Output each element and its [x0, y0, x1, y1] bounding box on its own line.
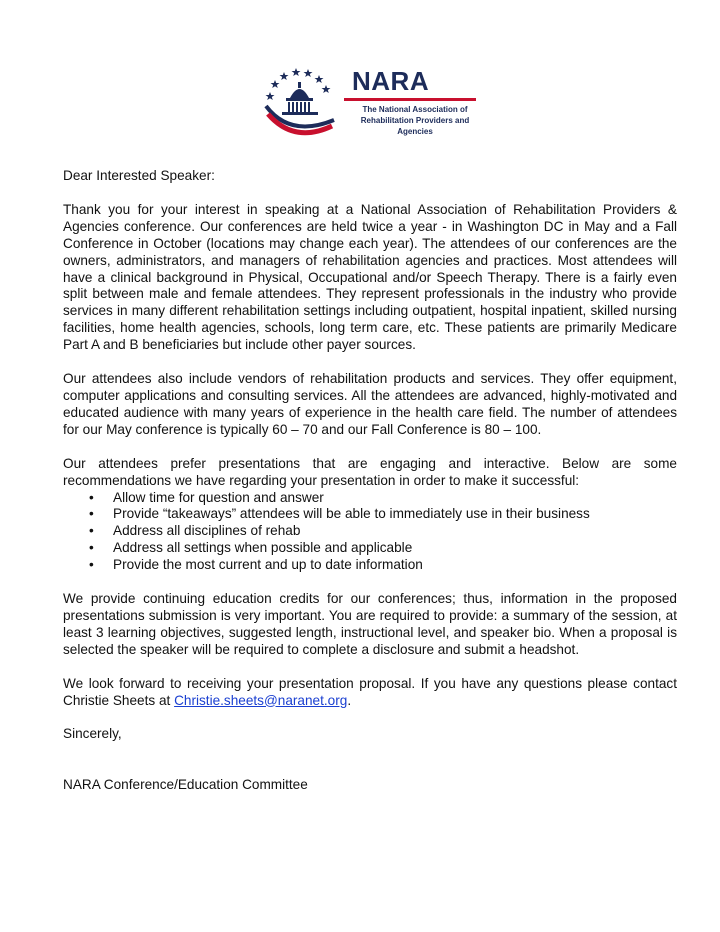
paragraph-contact: We look forward to receiving your presentation proposal. If you have any questions please contact Christie Sheets at Christie.sheets@naranet.org.	[63, 675, 677, 708]
capitol-dome-logo-icon	[260, 62, 340, 140]
signature-gap	[63, 760, 677, 777]
logo-subtitle	[344, 104, 486, 137]
signature: NARA Conference/Education Committee	[63, 777, 308, 793]
closing: Sincerely,	[63, 726, 122, 742]
paragraph-intro: Thank you for your interest in speaking at a National Association of Rehabilitation Providers & Agencies conference. Our conferences are held twice a year - in Washington DC in May and a Fall Conference in October (locations may change each year). The attendees of our conferences are the owners, administrators, and managers of rehabilitation agencies and practices. Most attendees will have a clinical background in Physical, Occupational and/or Speech Therapy. There is a fairly even split between male and female attendees. They represent professionals in the industry who provide services in many different rehabilitation settings including outpatient, hospital inpatient, skilled nursing facilities, home health agencies, schools, long term care, etc. These patients are primarily Medicare Part A and B beneficiaries but include other payer sources.	[63, 201, 677, 353]
bullet-icon: •	[89, 557, 94, 573]
bullet-icon: •	[89, 489, 94, 505]
bullet-icon: •	[89, 540, 94, 556]
list-item: • Address all disciplines of rehab	[89, 523, 301, 539]
letter-body	[63, 168, 677, 811]
list-item: • Provide “takeaways” attendees will be able to immediately use in their business	[89, 506, 590, 522]
logo-divider	[344, 98, 476, 101]
paragraph-recommendations: Our attendees prefer presentations that are engaging and interactive. Below are some recommendations we have regarding your presentation in order to make it successful:	[63, 455, 677, 488]
logo-subtitle-line-2: Rehabilitation Providers and Agencies	[360, 116, 470, 136]
bullet-icon: •	[89, 523, 94, 539]
list-item: • Allow time for question and answer	[89, 489, 324, 505]
paragraph-vendors: Our attendees also include vendors of rehabilitation products and services. They offer equipment, computer applications and consulting services. All the attendees are advanced, highly-motivated and educated audience with many years of experience in the health care field. The number of attendees for our May conference is typically 60 – 70 and our Fall Conference is 80 – 100.	[63, 371, 677, 437]
logo-subtitle-line-1: The National Association of	[362, 105, 468, 114]
logo-title: NARA	[352, 66, 430, 96]
list-item: • Address all settings when possible and applicable	[89, 540, 413, 556]
list-item: • Provide the most current and up to date information	[89, 557, 423, 573]
paragraph-credits: We provide continuing education credits for our conferences; thus, information in the proposed presentations submission is very important. You are required to provide: a summary of the session, at least 3 learning objectives, suggested length, instructional level, and speaker bio. When a proposal is selected the speaker will be required to complete a disclosure and submit a headshot.	[63, 591, 677, 657]
nara-logo	[260, 62, 490, 140]
recommendations-list	[63, 490, 677, 575]
email-link[interactable]: Christie.sheets@naranet.org	[174, 692, 348, 708]
salutation: Dear Interested Speaker:	[63, 168, 215, 183]
bullet-icon: •	[89, 506, 94, 522]
